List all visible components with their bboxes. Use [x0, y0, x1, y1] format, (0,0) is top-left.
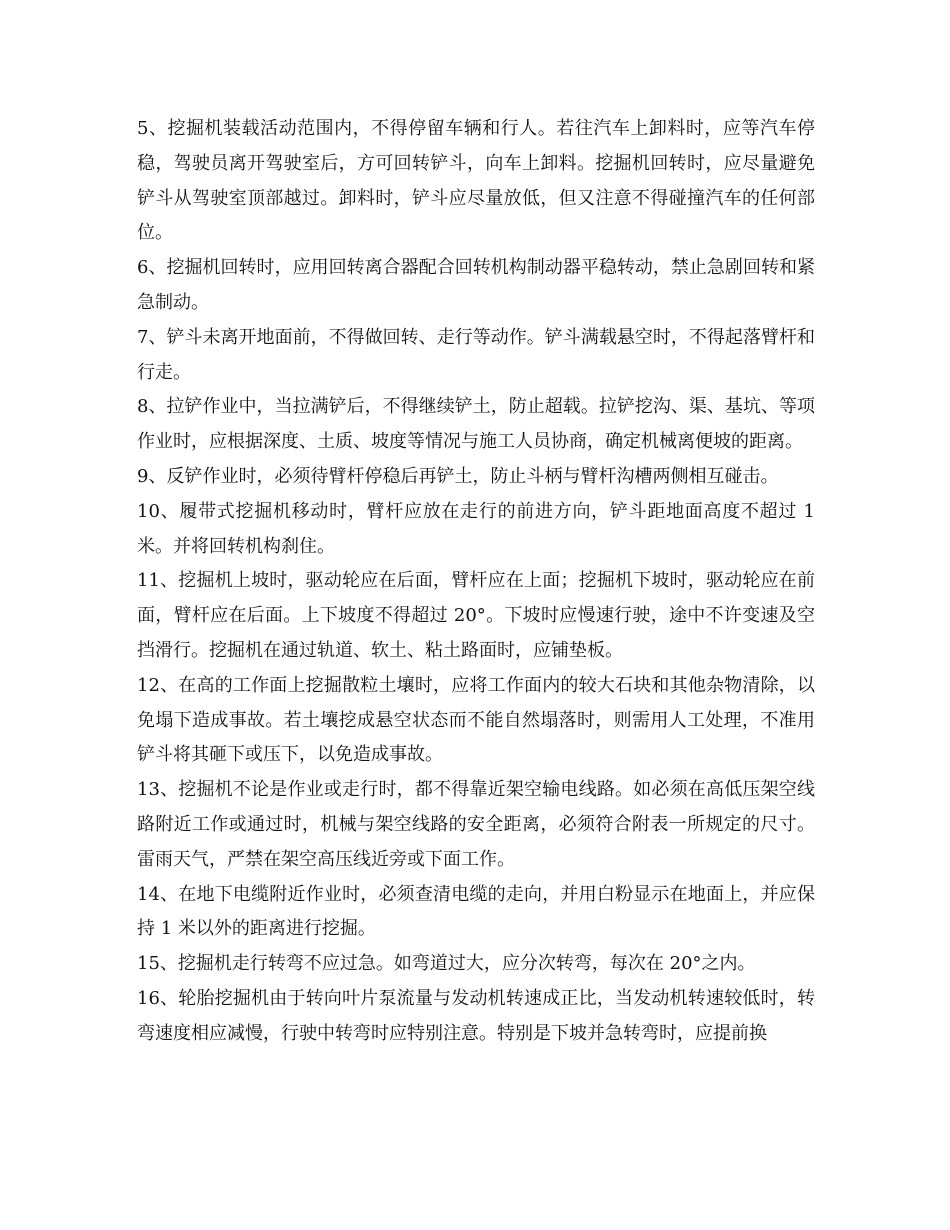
paragraph-10: 10、履带式挖掘机移动时，臂杆应放在走行的前进方向，铲斗距地面高度不超过 1 米。并将回转机构刹住。 — [137, 500, 815, 557]
paragraph-15: 15、挖掘机走行转弯不应过急。如弯道过大，应分次转弯，每次在 20°之内。 — [137, 953, 756, 975]
paragraph-14: 14、在地下电缆附近作业时，必须查清电缆的走向，并用白粉显示在地面上，并应保持 1 米以外的距离进行挖掘。 — [137, 883, 815, 940]
paragraph-13: 13、挖掘机不论是作业或走行时，都不得靠近架空输电线路。如必须在高低压架空线路附近工作或通过时，机械与架空线路的安全距离，必须符合附表一所规定的尺寸。雷雨天气，严禁在架空高压线近旁或下面工作。 — [137, 779, 815, 870]
paragraph-11: 11、挖掘机上坡时，驱动轮应在后面，臂杆应在上面；挖掘机下坡时，驱动轮应在前面，臂杆应在后面。上下坡度不得超过 20°。下坡时应慢速行驶，途中不许变速及空挡滑行。挖掘机在通过轨道、软土、粘土路面时，应铺垫板。 — [137, 570, 815, 661]
paragraph-16: 16、轮胎挖掘机由于转向叶片泵流量与发动机转速成正比，当发动机转速较低时，转弯速度相应减慢，行驶中转弯时应特别注意。特别是下坡并急转弯时，应提前换 — [137, 987, 815, 1044]
paragraph-5: 5、挖掘机装载活动范围内，不得停留车辆和行人。若往汽车上卸料时，应等汽车停稳，驾驶员离开驾驶室后，方可回转铲斗，向车上卸料。挖掘机回转时，应尽量避免铲斗从驾驶室顶部越过。卸料时，铲斗应尽量放低，但又注意不得碰撞汽车的任何部位。 — [137, 118, 815, 244]
paragraph-12: 12、在高的工作面上挖掘散粒土壤时，应将工作面内的较大石块和其他杂物清除，以免塌下造成事故。若土壤挖成悬空状态而不能自然塌落时，则需用人工处理，不准用铲斗将其砸下或压下，以免造成事故。 — [137, 674, 815, 766]
document-body — [137, 112, 815, 1052]
paragraph-8: 8、拉铲作业中，当拉满铲后，不得继续铲土，防止超载。拉铲挖沟、渠、基坑、等项作业时，应根据深度、土质、坡度等情况与施工人员协商，确定机械离便坡的距离。 — [137, 396, 815, 453]
paragraph-7: 7、铲斗未离开地面前，不得做回转、走行等动作。铲斗满载悬空时，不得起落臂杆和行走。 — [137, 326, 815, 383]
paragraph-6: 6、挖掘机回转时，应用回转离合器配合回转机构制动器平稳转动，禁止急剧回转和紧急制动。 — [137, 257, 815, 313]
paragraph-9: 9、反铲作业时，必须待臂杆停稳后再铲土，防止斗柄与臂杆沟槽两侧相互碰击。 — [137, 465, 779, 487]
